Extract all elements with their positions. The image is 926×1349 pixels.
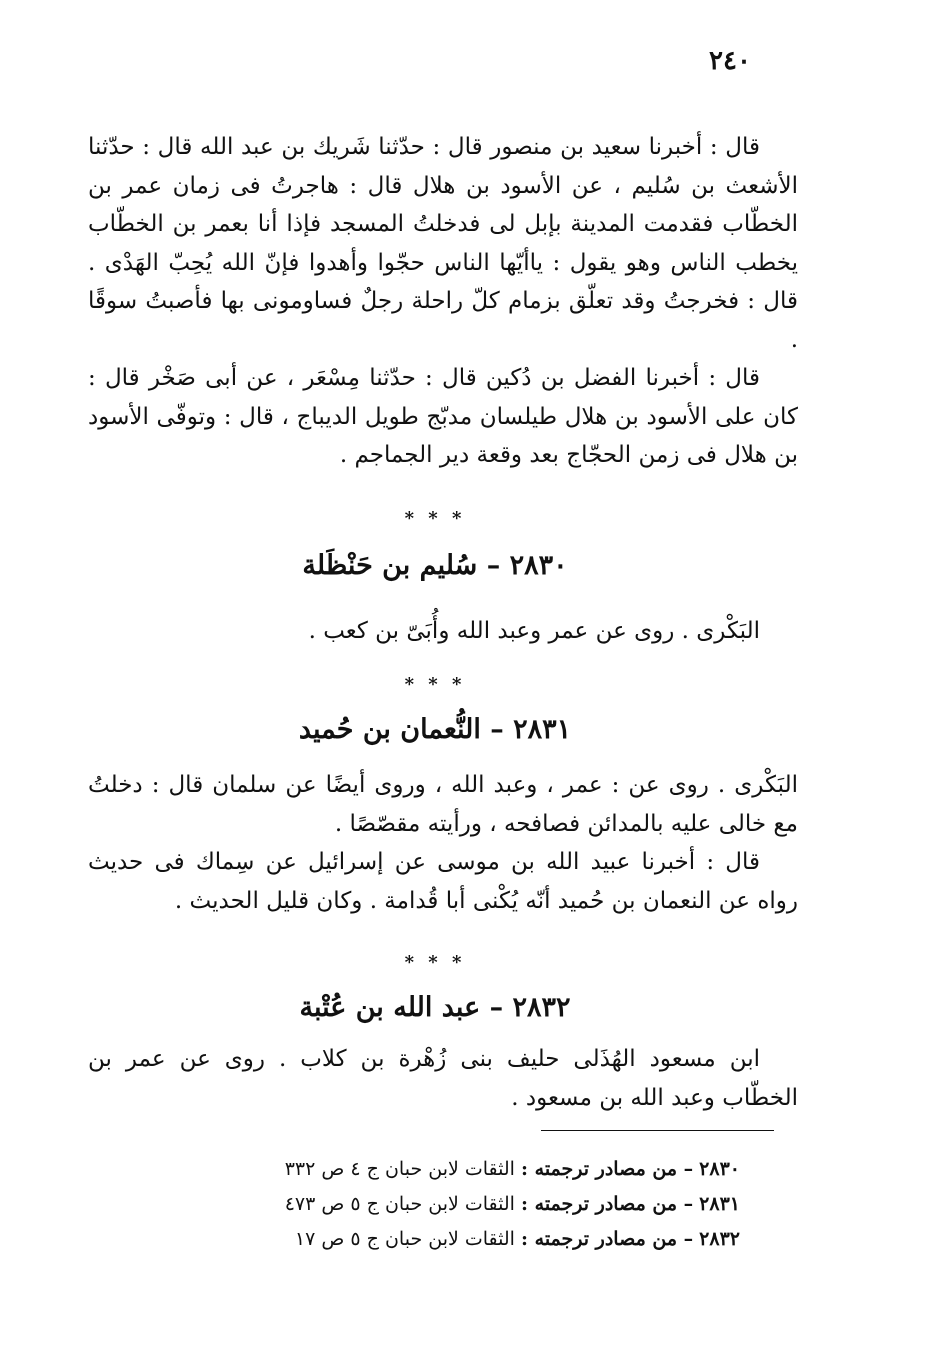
footnote-text: الثقات لابن حبان ج ٥ ص ٤٧٣ [284,1193,515,1215]
intro-paragraph: قال : أخبرنا الفضل بن دُكين قال : حدّثنا مِسْعَر ، عن أبى صَخْر قال : كان على الأسود بن هلال طيلسان مدبّج طويل الديباج ، قال : وتوفّى الأسود بن هلال فى زمن الحجّاج بعد وقعة دير الجماجم . [88,365,798,468]
footnotes [200,1152,740,1257]
footnote [200,1152,740,1187]
entry-text-block [88,612,798,651]
entry-heading: ٢٨٣١ – النُّعمان بن حُميد [298,714,572,745]
entry-paragraph: قال : أخبرنا عبيد الله بن موسى عن إسرائيل عن سِماك فى حديث رواه عن النعمان بن حُميد أنّه يُكْنى أبا قُدامة . وكان قليل الحديث . [88,849,798,914]
intro-paragraph: قال : أخبرنا سعيد بن منصور قال : حدّثنا شَريك بن عبد الله قال : حدّثنا الأشعث بن سُليم ، عن الأسود بن هلال قال : هاجرتُ فى زمان عمر بن الخطّاب فقدمت المدينة بإبل لى فدخلتُ المسجد فإذا أنا بعمر بن الخطّاب يخطب الناس وهو يقول : ياأيّها الناس حجّوا وأهدوا فإنّ الله يُحِبّ الهَدْى . قال : فخرجتُ وقد تعلّق بزمام كلّ راحلة رجلٌ فساومونى بها فأصبتُ سوقًا . [88,134,798,353]
footnote-number: ٢٨٣٠ [699,1158,740,1180]
section-separator: * * * [404,674,466,695]
section-separator: * * * [404,508,466,529]
entry-text-block [88,1040,798,1117]
section-separator: * * * [404,952,466,973]
entry-heading: ٢٨٣٢ – عبد الله بن عُتْبة [299,992,571,1023]
footnote-text: الثقات لابن حبان ج ٥ ص ١٧ [294,1228,515,1250]
entry-paragraph: البَكْرى . روى عن : عمر ، وعبد الله ، وروى أيضًا عن سلمان قال : دخلتُ مع خالى عليه بالمدائن فصافحه ، ورأيته مقصّصًا . [88,772,798,837]
footnote-text: الثقات لابن حبان ج ٤ ص ٣٣٢ [284,1158,515,1180]
entry-paragraph: البَكْرى . روى عن عمر وعبد الله وأُبَىّ بن كعب . [308,618,760,644]
footnote-label: – من مصادر ترجمته : [521,1193,694,1215]
entry-heading: ٢٨٣٠ – سُليم بن حَنْظَلة [302,550,568,581]
footnote-label: – من مصادر ترجمته : [521,1228,694,1250]
footnote-divider [541,1130,774,1131]
entry-paragraph: ابن مسعود الهُذَلى حليف بنى زُهْرة بن كلاب . روى عن عمر بن الخطّاب وعبد الله بن مسعود . [88,1046,798,1111]
footnote-label: – من مصادر ترجمته : [521,1158,694,1180]
footnote-number: ٢٨٣٢ [699,1228,740,1250]
footnote [200,1187,740,1222]
page-number: ٢٤٠ [709,46,751,76]
footnote-number: ٢٨٣١ [699,1193,740,1215]
intro-text-block [88,128,798,475]
entry-text-block [88,766,798,920]
footnote [200,1222,740,1257]
